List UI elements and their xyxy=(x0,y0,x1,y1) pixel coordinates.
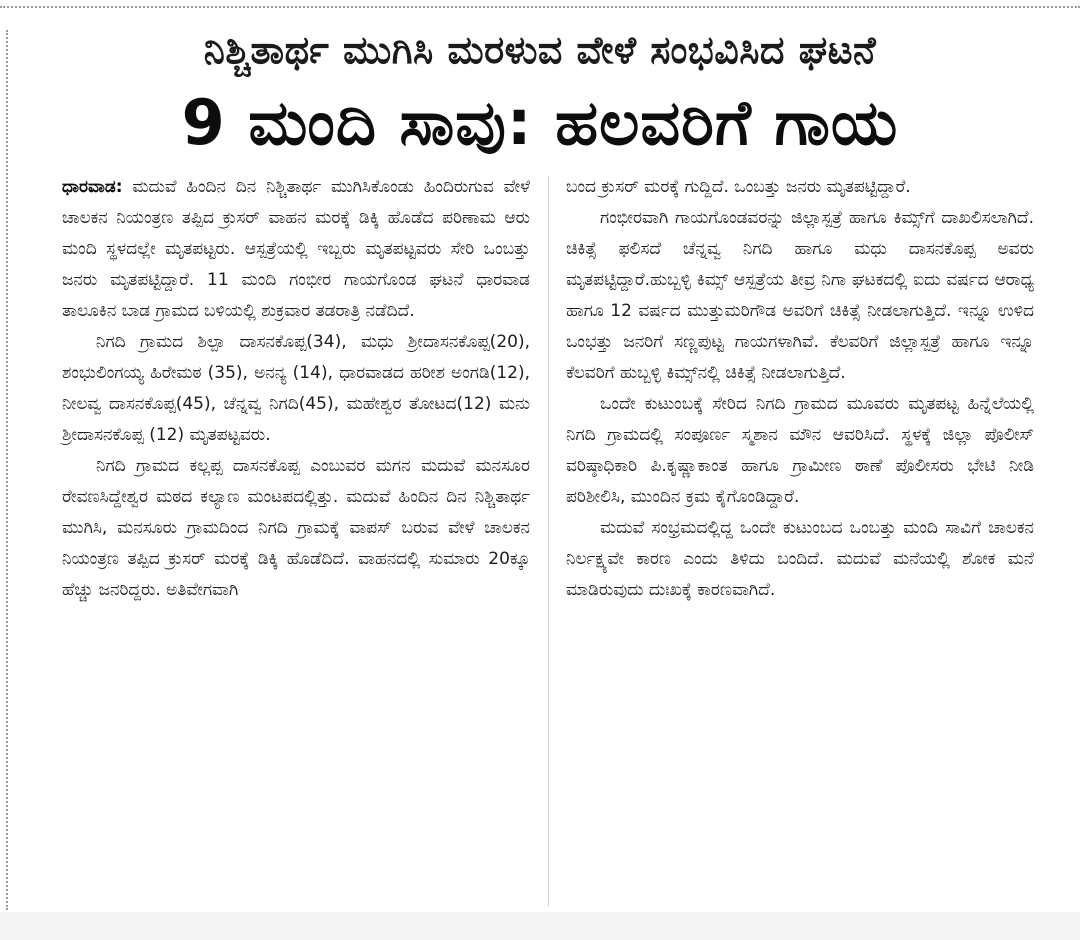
article-column-right xyxy=(566,172,1034,606)
article-column-left xyxy=(62,172,530,606)
page-dotted-left-border xyxy=(6,30,8,910)
column-divider xyxy=(548,176,549,906)
article-paragraph: ನಿಗದಿ ಗ್ರಾಮದ ಶಿಲ್ಪಾ ದಾಸನಕೊಪ್ಪ(34), ಮಧು ಶ್ರೀದಾಸನಕೊಪ್ಪ(20), ಶಂಭುಲಿಂಗಯ್ಯ ಹಿರೇಮಠ (35), ಅನನ್ಯ (14), ಧಾರವಾಡದ ಹರೀಶ ಅಂಗಡಿ(12), ನೀಲವ್ವ ದಾಸನಕೊಪ್ಪ(45), ಚೆನ್ನವ್ವ ನಿಗದಿ(45), ಮಹೇಶ್ವರ ತೋಟದ(12) ಮನು ಶ್ರೀದಾಸನಕೊಪ್ಪ (12) ಮೃತಪಟ್ಟವರು. xyxy=(62,332,530,445)
article-paragraph: ಗಂಭೀರವಾಗಿ ಗಾಯಗೊಂಡವರನ್ನು ಜಿಲ್ಲಾಸ್ಪತ್ರೆ ಹಾಗೂ ಕಿಮ್ಸ್‌ಗೆ ದಾಖಲಿಸಲಾಗಿದೆ. ಚಿಕಿತ್ಸೆ ಫಲಿಸದೆ ಚೆನ್ನವ್ವ ನಿಗದಿ ಹಾಗೂ ಮಧು ದಾಸನಕೊಪ್ಪ ಅವರು ಮೃತಪಟ್ಟಿದ್ದಾರೆ.ಹುಬ್ಬಳ್ಳಿ ಕಿಮ್ಸ್ ಆಸ್ಪತ್ರೆಯ ತೀವ್ರ ನಿಗಾ ಘಟಕದಲ್ಲಿ ಐದು ವರ್ಷದ ಆರಾಧ್ಯ ಹಾಗೂ 12 ವರ್ಷದ ಮುತ್ತುಮರಿಗೌಡ ಅವರಿಗೆ ಚಿಕಿತ್ಸೆ ನೀಡಲಾಗುತ್ತಿದೆ. ಇನ್ನೂ ಉಳಿದ ಒಂಭತ್ತು ಜನರಿಗೆ ಸಣ್ಣಪುಟ್ಟ ಗಾಯಗಳಾಗಿವೆ. ಕೆಲವರಿಗೆ ಜಿಲ್ಲಾಸ್ಪತ್ರೆ ಹಾಗೂ ಇನ್ನೂ ಕೆಲವರಿಗೆ ಹುಬ್ಬಳ್ಳಿ ಕಿಮ್ಸ್‌ನಲ್ಲಿ ಚಿಕಿತ್ಸೆ ನೀಡಲಾಗುತ್ತಿದೆ. xyxy=(566,208,1034,383)
article-kicker: ನಿಶ್ಚಿತಾರ್ಥ ಮುಗಿಸಿ ಮರಳುವ ವೇಳೆ ಸಂಭವಿಸಿದ ಘಟನೆ xyxy=(203,28,877,72)
page-dotted-top-border xyxy=(0,6,1080,8)
article-paragraph: ಮದುವೆ ಸಂಭ್ರಮದಲ್ಲಿದ್ದ ಒಂದೇ ಕುಟುಂಬದ ಒಂಬತ್ತು ಮಂದಿ ಸಾವಿಗೆ ಚಾಲಕನ ನಿರ್ಲಕ್ಷ್ಯವೇ ಕಾರಣ ಎಂದು ತಿಳಿದು ಬಂದಿದೆ. ಮದುವೆ ಮನೆಯಲ್ಲಿ ಶೋಕ ಮನೆ ಮಾಡಿರುವುದು ದುಃಖಕ್ಕೆ ಕಾರಣವಾಗಿದೆ. xyxy=(566,518,1034,600)
article-paragraph-text: ಮದುವೆ ಹಿಂದಿನ ದಿನ ನಿಶ್ಚಿತಾರ್ಥ ಮುಗಿಸಿಕೊಂಡು ಹಿಂದಿರುಗುವ ವೇಳೆ ಚಾಲಕನ ನಿಯಂತ್ರಣ ತಪ್ಪಿದ ಕ್ರುಸರ್ ವಾಹನ ಮರಕ್ಕೆ ಡಿಕ್ಕಿ ಹೊಡೆದ ಪರಿಣಾಮ ಆರು ಮಂದಿ ಸ್ಥಳದಲ್ಲೇ ಮೃತಪಟ್ಟರು. ಆಸ್ಪತ್ರೆಯಲ್ಲಿ ಇಬ್ಬರು ಮೃತಪಟ್ಟವರು ಸೇರಿ ಒಂಬತ್ತು ಜನರು ಮೃತಪಟ್ಟಿದ್ದಾರೆ. 11 ಮಂದಿ ಗಂಭೀರ ಗಾಯಗೊಂಡ ಘಟನೆ ಧಾರವಾಡ ತಾಲೂಕಿನ ಬಾಡ ಗ್ರಾಮದ ಬಳಿಯಲ್ಲಿ ಶುಕ್ರವಾರ ತಡರಾತ್ರಿ ನಡೆದಿದೆ. xyxy=(62,177,531,321)
article-paragraph: ಬಂದ ಕ್ರುಸರ್ ಮರಕ್ಕೆ ಗುದ್ದಿದೆ. ಒಂಬತ್ತು ಜನರು ಮೃತಪಟ್ಟಿದ್ದಾರೆ. xyxy=(566,177,911,197)
article-paragraph: ನಿಗದಿ ಗ್ರಾಮದ ಕಲ್ಲಪ್ಪ ದಾಸನಕೊಪ್ಪ ಎಂಬುವರ ಮಗನ ಮದುವೆ ಮನಸೂರ ರೇವಣಸಿದ್ದೇಶ್ವರ ಮಠದ ಕಲ್ಯಾಣ ಮಂಟಪದಲ್ಲಿತ್ತು. ಮದುವೆ ಹಿಂದಿನ ದಿನ ನಿಶ್ಚಿತಾರ್ಥ ಮುಗಿಸಿ, ಮನಸೂರು ಗ್ರಾಮದಿಂದ ನಿಗದಿ ಗ್ರಾಮಕ್ಕೆ ವಾಪಸ್ ಬರುವ ವೇಳೆ ಚಾಲಕನ ನಿಯಂತ್ರಣ ತಪ್ಪಿದ ಕ್ರುಸರ್ ಮರಕ್ಕೆ ಡಿಕ್ಕಿ ಹೊಡೆದಿದೆ. ವಾಹನದಲ್ಲಿ ಸುಮಾರು 20ಕ್ಕೂ ಹೆಚ್ಚು ಜನರಿದ್ದರು. ಅತಿವೇಗವಾಗಿ xyxy=(62,456,530,600)
article-headline: 9 ಮಂದಿ ಸಾವು: ಹಲವರಿಗೆ ಗಾಯ xyxy=(181,86,899,159)
article-dateline: ಧಾರವಾಡ: xyxy=(62,177,123,197)
article-paragraph xyxy=(62,172,530,327)
page-bottom-margin xyxy=(0,912,1080,940)
article-paragraph: ಒಂದೇ ಕುಟುಂಬಕ್ಕೆ ಸೇರಿದ ನಿಗದಿ ಗ್ರಾಮದ ಮೂವರು ಮೃತಪಟ್ಟ ಹಿನ್ನೆಲೆಯಲ್ಲಿ ನಿಗದಿ ಗ್ರಾಮದಲ್ಲಿ ಸಂಪೂರ್ಣ ಸ್ಮಶಾನ ಮೌನ ಆವರಿಸಿದೆ. ಸ್ಥಳಕ್ಕೆ ಜಿಲ್ಲಾ ಪೊಲೀಸ್ ವರಿಷ್ಠಾಧಿಕಾರಿ ಪಿ.ಕೃಷ್ಣಾಕಾಂತ ಹಾಗೂ ಗ್ರಾಮೀಣ ಠಾಣೆ ಪೊಲೀಸರು ಭೇಟಿ ನೀಡಿ ಪರಿಶೀಲಿಸಿ, ಮುಂದಿನ ಕ್ರಮ ಕೈಗೊಂಡಿದ್ದಾರೆ. xyxy=(566,394,1034,507)
